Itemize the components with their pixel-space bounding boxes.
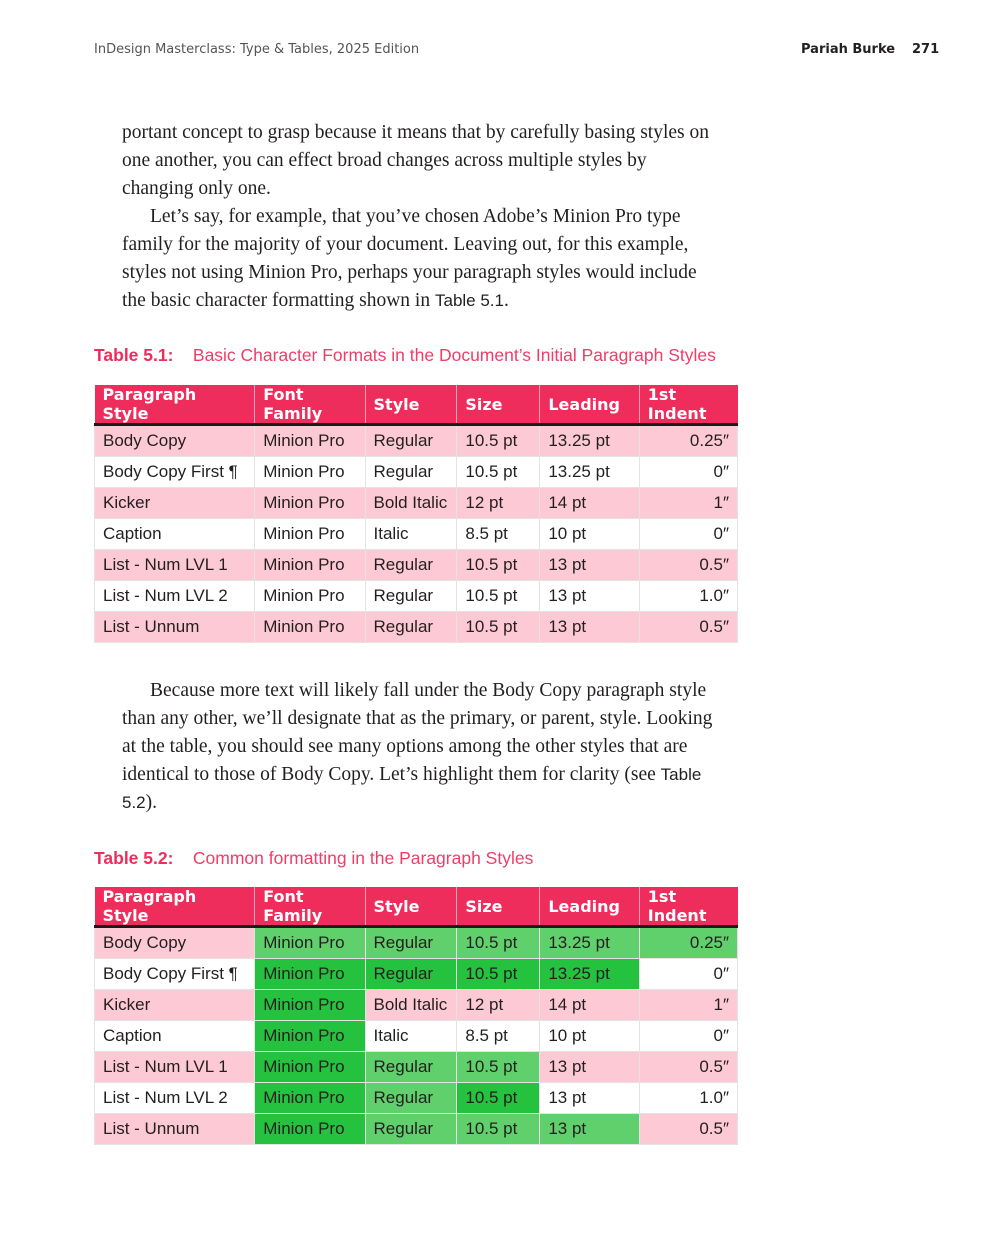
column-header-style: Style	[365, 385, 457, 425]
cell-style: Regular	[365, 550, 457, 581]
body-paragraph-1-text: portant concept to grasp because it means that by carefully basing styles on one another, you can effect broad changes across multiple styles by changing only one.	[122, 122, 709, 199]
table-row	[95, 990, 738, 1021]
cell-first-indent: 0″	[639, 457, 737, 488]
body-paragraph-3: Because more text will likely fall under the Body Copy paragraph style than any other, we’ll designate that as the primary, or parent, style. Looking at the table, you should see many options among the other styles that are identical to those of Body Copy. Let’s highlight them for clarity (see Table 5.2).	[122, 680, 713, 813]
cell-size: 10.5 pt	[457, 425, 540, 457]
cell-paragraph-style: List - Num LVL 2	[95, 1083, 255, 1114]
cell-leading: 10 pt	[540, 519, 639, 550]
cell-font-family: Minion Pro	[255, 612, 365, 643]
running-header-author: Pariah Burke	[801, 42, 896, 57]
cell-paragraph-style: Caption	[95, 1021, 255, 1052]
cell-style: Regular	[365, 457, 457, 488]
cell-style: Bold Italic	[365, 990, 457, 1021]
column-header-first-indent: 1st Indent	[639, 385, 737, 425]
cell-style: Regular	[365, 1114, 457, 1145]
body-paragraph-2-text: Let’s say, for example, that you’ve chosen Adobe’s Minion Pro type family for the majority of your document. Leaving out, for this example, styles not using Minion Pro, perhaps your paragraph styles would include the basic character formatting shown in	[122, 206, 697, 311]
cell-style: Italic	[365, 1021, 457, 1052]
cell-paragraph-style: Kicker	[95, 488, 255, 519]
table-row	[95, 581, 738, 612]
cell-paragraph-style: List - Num LVL 2	[95, 581, 255, 612]
column-header-font-family: Font Family	[255, 385, 365, 425]
cell-leading: 13 pt	[540, 581, 639, 612]
cell-style: Bold Italic	[365, 488, 457, 519]
table-row	[95, 488, 738, 519]
cell-size: 8.5 pt	[457, 1021, 540, 1052]
column-header-size: Size	[457, 385, 540, 425]
table-reference-5-1: Table 5.1	[434, 291, 504, 310]
body-paragraph-3-text: Because more text will likely fall under the Body Copy paragraph style than any other, we’ll designate that as the primary, or parent, style. Looking at the table, you should see many options among the other styles that are identical to those of Body Copy. Let’s highlight them for clarity (see	[122, 680, 713, 785]
cell-font-family: Minion Pro	[255, 927, 365, 959]
cell-size: 10.5 pt	[457, 457, 540, 488]
cell-style: Regular	[365, 1083, 457, 1114]
cell-leading: 10 pt	[540, 1021, 639, 1052]
cell-font-family: Minion Pro	[255, 1021, 365, 1052]
running-header-title: InDesign Masterclass: Type & Tables, 2025 Edition	[94, 42, 420, 57]
column-header-first-indent: 1st Indent	[639, 887, 737, 927]
body-paragraph-1	[122, 119, 722, 203]
cell-first-indent: 1″	[639, 990, 737, 1021]
cell-size: 10.5 pt	[457, 959, 540, 990]
cell-font-family: Minion Pro	[255, 550, 365, 581]
column-header-size: Size	[457, 887, 540, 927]
cell-leading: 13 pt	[540, 1052, 639, 1083]
column-header-paragraph-style: Paragraph Style	[95, 385, 255, 425]
table-5-2-label: Table 5.2:	[94, 848, 174, 868]
cell-leading: 13 pt	[540, 1083, 639, 1114]
cell-leading: 14 pt	[540, 488, 639, 519]
cell-size: 10.5 pt	[457, 1083, 540, 1114]
cell-size: 10.5 pt	[457, 927, 540, 959]
table-row	[95, 550, 738, 581]
table-5-2-caption	[94, 848, 533, 869]
cell-font-family: Minion Pro	[255, 488, 365, 519]
column-header-leading: Leading	[540, 887, 639, 927]
cell-size: 10.5 pt	[457, 1114, 540, 1145]
cell-size: 12 pt	[457, 488, 540, 519]
table-row	[95, 1083, 738, 1114]
cell-font-family: Minion Pro	[255, 425, 365, 457]
table-5-2	[94, 887, 738, 1145]
cell-paragraph-style: Body Copy	[95, 927, 255, 959]
cell-leading: 14 pt	[540, 990, 639, 1021]
column-header-style: Style	[365, 887, 457, 927]
cell-leading: 13.25 pt	[540, 959, 639, 990]
cell-size: 10.5 pt	[457, 1052, 540, 1083]
page-number: 271	[912, 42, 940, 57]
cell-leading: 13 pt	[540, 612, 639, 643]
table-5-1-label: Table 5.1:	[94, 345, 174, 365]
cell-first-indent: 0″	[639, 959, 737, 990]
cell-first-indent: 1.0″	[639, 581, 737, 612]
cell-size: 10.5 pt	[457, 581, 540, 612]
cell-first-indent: 0.5″	[639, 550, 737, 581]
cell-font-family: Minion Pro	[255, 457, 365, 488]
column-header-leading: Leading	[540, 385, 639, 425]
cell-paragraph-style: List - Unnum	[95, 1114, 255, 1145]
cell-paragraph-style: Body Copy First ¶	[95, 959, 255, 990]
cell-leading: 13.25 pt	[540, 425, 639, 457]
table-5-2-title: Common formatting in the Paragraph Styles	[192, 848, 534, 868]
cell-first-indent: 0.5″	[639, 1114, 737, 1145]
table-5-1-title: Basic Character Formats in the Document’s Initial Paragraph Styles	[192, 345, 716, 365]
cell-font-family: Minion Pro	[255, 1052, 365, 1083]
cell-font-family: Minion Pro	[255, 959, 365, 990]
body-paragraph-2: Let’s say, for example, that you’ve chosen Adobe’s Minion Pro type family for the majority of your document. Leaving out, for this example, styles not using Minion Pro, perhaps your paragraph styles would include the basic character formatting shown in Table 5.1.	[122, 206, 697, 311]
cell-leading: 13.25 pt	[540, 457, 639, 488]
cell-paragraph-style: List - Num LVL 1	[95, 550, 255, 581]
cell-style: Regular	[365, 927, 457, 959]
cell-first-indent: 0.25″	[639, 927, 737, 959]
cell-font-family: Minion Pro	[255, 1114, 365, 1145]
cell-first-indent: 1.0″	[639, 1083, 737, 1114]
cell-leading: 13 pt	[540, 550, 639, 581]
cell-first-indent: 0.5″	[639, 1052, 737, 1083]
cell-paragraph-style: Caption	[95, 519, 255, 550]
cell-paragraph-style: List - Num LVL 1	[95, 1052, 255, 1083]
column-header-paragraph-style: Paragraph Style	[95, 887, 255, 927]
table-row	[95, 1114, 738, 1145]
cell-first-indent: 1″	[639, 488, 737, 519]
cell-style: Italic	[365, 519, 457, 550]
table-row	[95, 1052, 738, 1083]
cell-font-family: Minion Pro	[255, 1083, 365, 1114]
table-row	[95, 457, 738, 488]
cell-first-indent: 0.25″	[639, 425, 737, 457]
cell-size: 12 pt	[457, 990, 540, 1021]
table-row	[95, 1021, 738, 1052]
cell-font-family: Minion Pro	[255, 581, 365, 612]
cell-paragraph-style: Kicker	[95, 990, 255, 1021]
cell-font-family: Minion Pro	[255, 990, 365, 1021]
column-header-font-family: Font Family	[255, 887, 365, 927]
table-row	[95, 425, 738, 457]
cell-style: Regular	[365, 425, 457, 457]
cell-style: Regular	[365, 612, 457, 643]
cell-paragraph-style: Body Copy First ¶	[95, 457, 255, 488]
table-5-1-caption	[94, 345, 716, 366]
cell-style: Regular	[365, 1052, 457, 1083]
cell-first-indent: 0″	[639, 519, 737, 550]
table-row	[95, 519, 738, 550]
table-header-row	[95, 887, 738, 927]
cell-leading: 13.25 pt	[540, 927, 639, 959]
cell-paragraph-style: List - Unnum	[95, 612, 255, 643]
cell-style: Regular	[365, 959, 457, 990]
cell-first-indent: 0.5″	[639, 612, 737, 643]
cell-leading: 13 pt	[540, 1114, 639, 1145]
cell-paragraph-style: Body Copy	[95, 425, 255, 457]
cell-style: Regular	[365, 581, 457, 612]
table-row	[95, 612, 738, 643]
cell-size: 8.5 pt	[457, 519, 540, 550]
table-5-1	[94, 385, 738, 643]
cell-size: 10.5 pt	[457, 612, 540, 643]
table-header-row	[95, 385, 738, 425]
cell-first-indent: 0″	[639, 1021, 737, 1052]
cell-font-family: Minion Pro	[255, 519, 365, 550]
table-row	[95, 927, 738, 959]
table-row	[95, 959, 738, 990]
cell-size: 10.5 pt	[457, 550, 540, 581]
table-reference-5-2: Table 5.2	[122, 765, 702, 812]
